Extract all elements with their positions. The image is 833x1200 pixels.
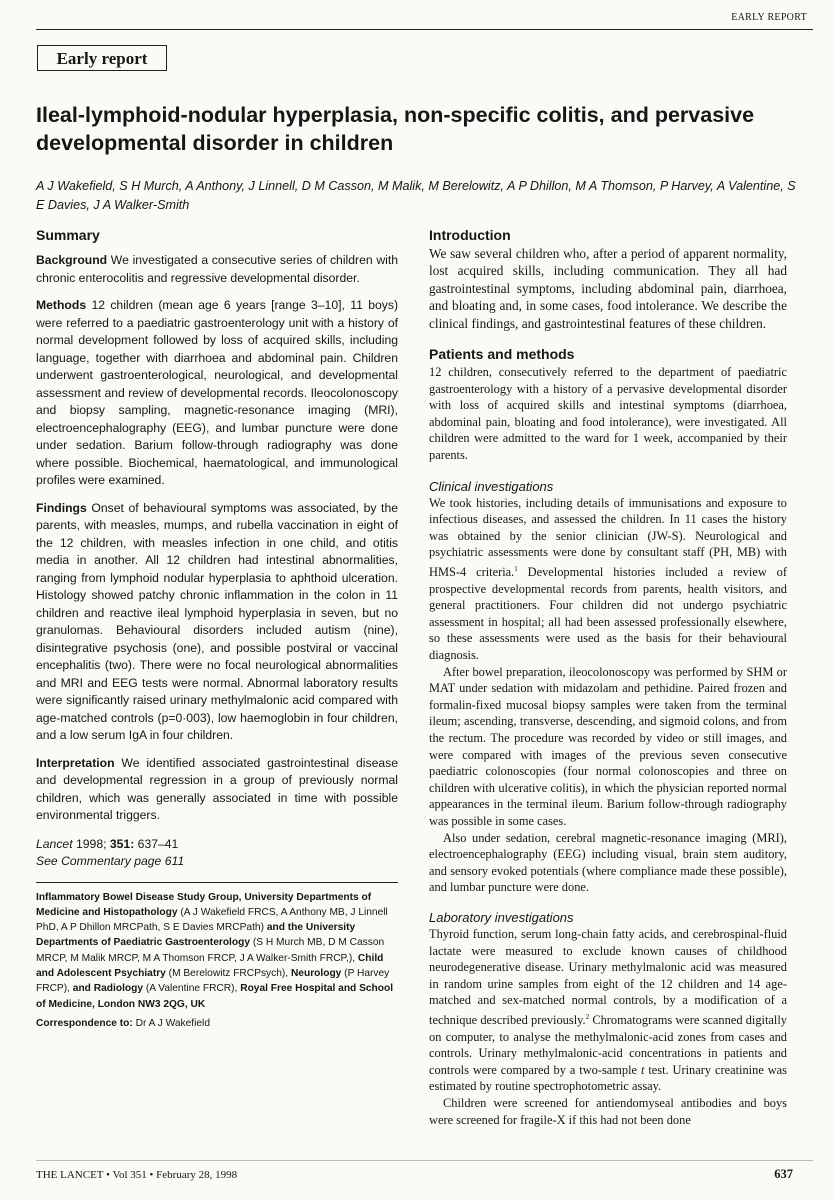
citation-pages: 637–41 <box>134 836 179 851</box>
affiliation-rule <box>36 882 398 883</box>
patients-methods-heading: Patients and methods <box>429 346 575 363</box>
background-text: We investigated a consecutive series of children with chronic enterocolitis and regressive developmental disorder. <box>36 253 398 285</box>
laboratory-p1 <box>429 926 787 1095</box>
affil-neuro-names: (P Harvey FRCP), <box>36 967 390 995</box>
affil-hospital: Royal Free Hospital and School of Medicine, London NW3 2QG, UK <box>36 983 394 1010</box>
affil-child: Child and Adolescent Psychiatry <box>36 952 384 979</box>
interpretation-text: We identified associated gastrointestinal disease and developmental regression in a group of previously normal children, which was generally associated in time with possible environmental triggers. <box>36 755 398 822</box>
laboratory-p1b-text: Chromatograms were scanned digitally on computer, to analyse the methylmalonic-acid zones from cases and controls. Urinary methylmalonic-acid concentrations in patients and controls were compared by a two-sample <box>429 1013 787 1077</box>
author-list: A J Wakefield, S H Murch, A Anthony, J Linnell, D M Casson, M Malik, M Berelowitz, A P Dhillon, M A Thomson, P Harvey, A Valentine, S E Davies, J A Walker-Smith <box>36 179 796 212</box>
interpretation-label: Interpretation <box>36 755 115 770</box>
affil-neuro: Neurology <box>290 967 342 979</box>
article-type-label: Early report <box>56 49 148 68</box>
patients-methods-text: 12 children, consecutively referred to the department of paediatric gastroenterology with a history of a pervasive developmental disorder with loss of acquired skills and intestinal symptoms (diarrhoea, abdominal pain, bloating and food intolerance), were investigated. All children were admitted to the ward for 1 week, accompanied by their parents. <box>429 365 787 462</box>
affil-child-names: (M Berelowitz FRCPsych), <box>165 967 291 979</box>
footer-journal: THE LANCET • Vol 351 • February 28, 1998 <box>36 1169 238 1181</box>
affil-radio-names: (A Valentine FRCR), <box>143 983 241 995</box>
introduction-heading: Introduction <box>429 227 511 243</box>
findings-text: Onset of behavioural symptoms was associated, by the parents, with measles, mumps, and rubella vaccination in eight of the 12 children, with measles infection in one child, and otitis media in another. All 12 children had intestinal abnormalities, ranging from lymphoid nodular hyperplasia to aphthoid ulceration. Histology showed patchy chronic inflammation in the colon in 11 children and reactive ileal lymphoid hyperplasia in seven, but no granulomas. Behavioural disorders included autism (nine), disintegrative psychosis (one), and possible postviral or vaccinal encephalitis (two). There were no focal neurological abnormalities and MRI and EEG tests were normal. Abnormal laboratory results were significantly raised urinary methylmalonic acid compared with age-matched controls (p=0·003), low haemoglobin in four children, and a low serum IgA in four children. <box>36 500 398 742</box>
clinical-p2: After bowel preparation, ileocolonoscopy was performed by SHM or MAT under sedation with midazolam and pethidine. Paired frozen and formalin-fixed mucosal biopsy samples were taken from the terminal ileum; ascending, transverse, descending, and sigmoid colons, and from the rectum. The procedure was recorded by video or still images, and were compared with images of the previous seven consecutive paediatric colonoscopies (four normal colonoscopies and three on children with ulcerative colitis), in which the physician reported normal appearances in the terminal ileum. Barium follow-through radiography was possible in some cases. <box>429 664 787 828</box>
left-column <box>36 227 398 1031</box>
footer-rule <box>36 1160 813 1161</box>
methods-label: Methods <box>36 298 87 312</box>
citation-line <box>36 836 398 853</box>
right-column <box>429 227 787 1128</box>
clinical-p1b-text: Developmental histories included a review of prospective developmental records from parents, health visitors, and general practitioners. Four children did not undergo psychiatric assessment in hospital; all had been assessed professionally elsewhere, so these assessments were used as the basis for their behavioural diagnosis. <box>429 565 787 663</box>
summary-findings <box>36 500 398 745</box>
clinical-p3: Also under sedation, cerebral magnetic-resonance imaging (MRI), electroencephalography (EEG) including visual, brain stem auditory, and sensory evoked potentials (where compliance made these possible), and lumbar puncture were done. <box>429 830 787 895</box>
citation-volume: 351: <box>109 836 135 851</box>
summary-background <box>36 252 398 287</box>
section-label: EARLY REPORT <box>731 12 807 23</box>
affil-and-2: and <box>72 983 91 995</box>
correspondence-label: Correspondence to: <box>36 1017 133 1029</box>
introduction-text: We saw several children who, after a period of apparent normality, lost acquired skills, including communication. They all had gastrointestinal symptoms, including abdominal pain, diarrhoea, and bloating and, in some cases, food intolerance. We describe the clinical findings, and gastrointestinal features of these children. <box>429 246 787 331</box>
laboratory-p1c-text: test. Urinary creatinine was estimated by routine spectrophotometric assay. <box>429 1062 787 1094</box>
t-test-letter: t <box>640 1062 645 1077</box>
methods-text: 12 children (mean age 6 years [range 3–10], 11 boys) were referred to a paediatric gastroenterology unit with a history of normal development followed by loss of acquired skills, including language, together with diarrhoea and abdominal pain. Children underwent gastroenterological, neurological, and developmental assessment and review of developmental records. Ileocolonoscopy and biopsy sampling, magnetic-resonance imaging (MRI), electroencephalography (EEG), and lumbar puncture were done under sedation. Barium follow-through radiography was done where possible. Biochemical, haematological, and immunological profiles were examined. <box>36 298 398 487</box>
background-label: Background <box>36 253 108 267</box>
summary-heading: Summary <box>36 227 100 243</box>
article-type-box <box>37 45 167 71</box>
summary-interpretation <box>36 755 398 825</box>
clinical-heading: Clinical investigations <box>429 478 554 494</box>
summary-methods <box>36 297 398 490</box>
article-title: Ileal-lymphoid-nodular hyperplasia, non-specific colitis, and pervasive developmental disorder in children <box>36 103 755 155</box>
affil-dept-names: (S H Murch MB, D M Casson MRCP, M Malik MRCP, M A Thomson FRCP, J A Walker-Smith FRCP,), <box>36 937 385 964</box>
commentary-text: See Commentary page 611 <box>36 853 185 868</box>
correspondence-name: Dr A J Wakefield <box>132 1017 210 1029</box>
ref-1: 1 <box>514 564 518 573</box>
affiliations <box>36 890 398 1012</box>
affil-group-names: (A J Wakefield FRCS, A Anthony MB, J Linnell PhD, A P Dhillon MRCPath, S E Davies MRCPath) <box>36 906 388 934</box>
laboratory-p1-text: Thyroid function, serum long-chain fatty acids, and cerebrospinal-fluid lactate were measured to exclude known causes of childhood neurodegenerative disease. Urinary methylmalonic acid was measured in random urine samples from eight of the 12 children and 14 age-matched and sex-matched normal controls, by a modification of a technique described previously. <box>429 926 787 1028</box>
laboratory-heading: Laboratory investigations <box>429 909 574 925</box>
citation-year: 1998; <box>72 836 110 851</box>
affil-group: Inflammatory Bowel Disease Study Group, University Departments of Medicine and Histopathology <box>36 891 372 918</box>
affil-dept: University Departments of Paediatric Gastroenterology <box>36 922 356 949</box>
commentary-line <box>36 853 398 870</box>
ref-2: 2 <box>585 1012 590 1021</box>
laboratory-p2: Children were screened for antiendomyseal antibodies and boys were screened for fragile-X if this had not been done <box>429 1096 787 1127</box>
affil-radio: Radiology <box>93 983 144 995</box>
header-rule <box>36 29 813 30</box>
findings-label: Findings <box>36 500 87 515</box>
affil-and-1: and the <box>266 922 304 934</box>
clinical-p1-text: We took histories, including details of immunisations and exposure to infectious diseases, and assessed the children. In 11 cases the history was obtained by the senior clinician (JW-S). Neurological and psychiatric assessments were done by consultant staff (PH, MB) with HMS-4 criteria. <box>429 495 787 580</box>
page-number: 637 <box>774 1167 793 1181</box>
correspondence <box>36 1016 398 1031</box>
clinical-p1 <box>429 495 787 664</box>
citation-journal: Lancet <box>36 836 73 851</box>
